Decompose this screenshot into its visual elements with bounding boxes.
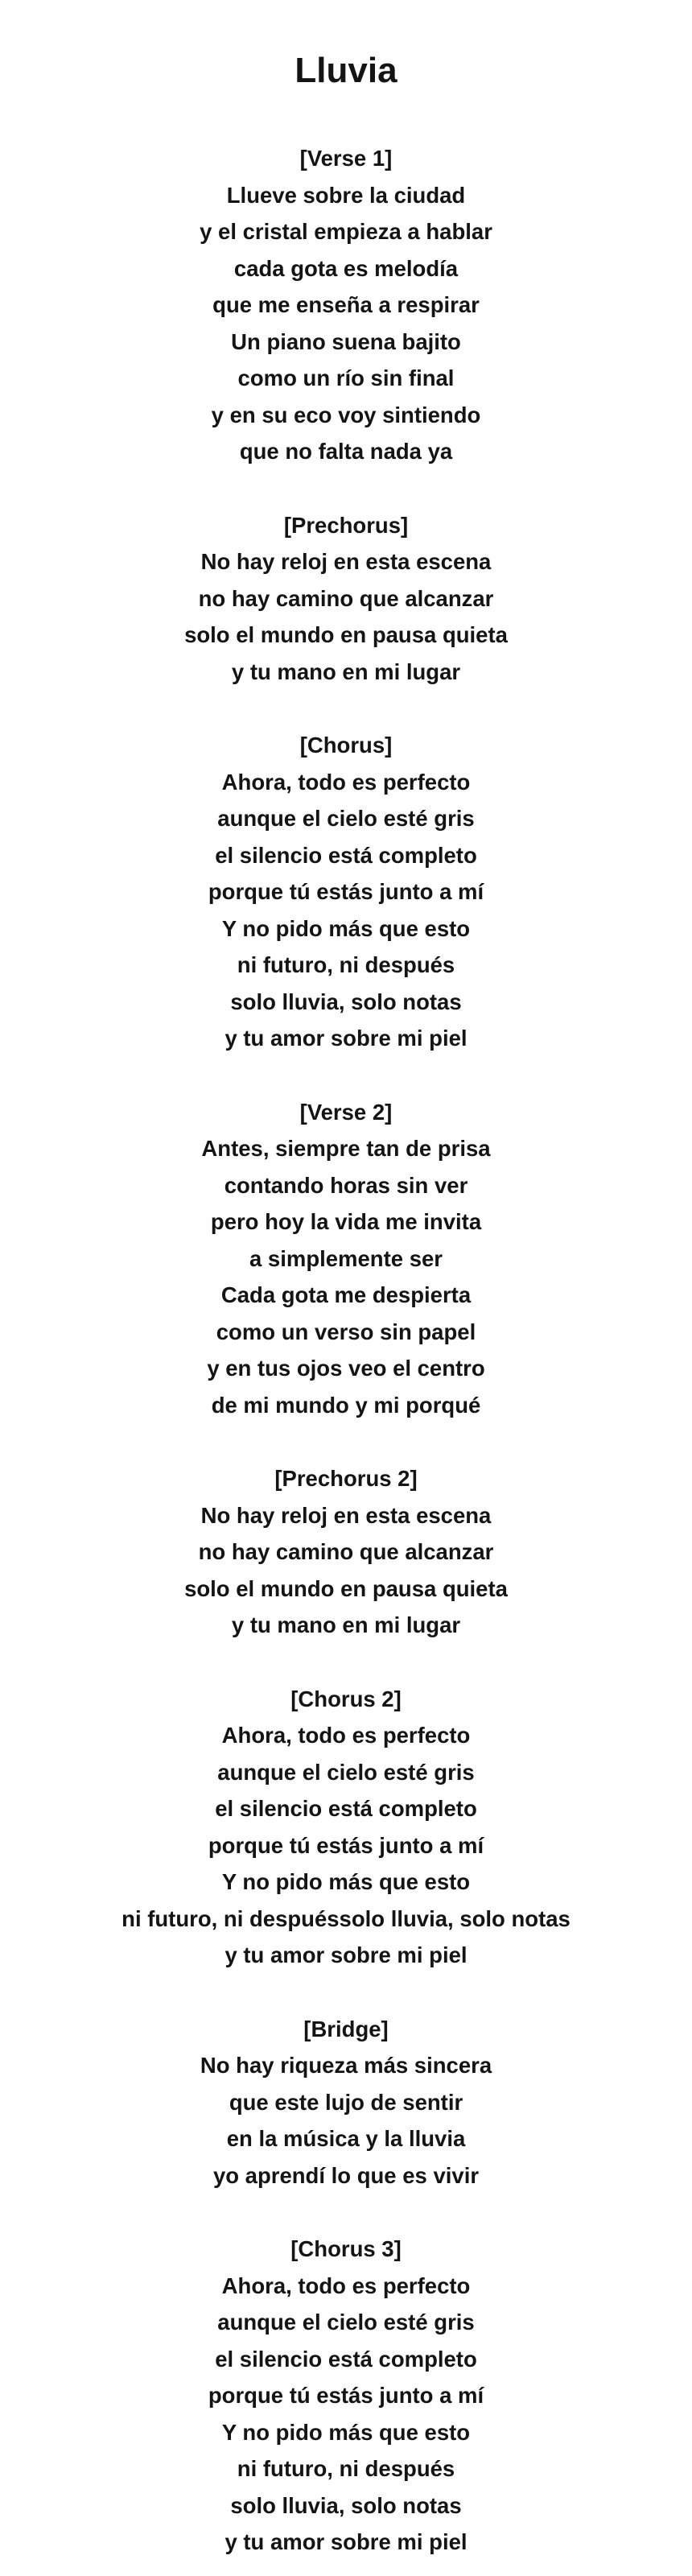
section-label: [Chorus 3] [290,2236,402,2261]
lyric-line: aunque el cielo esté gris [217,1759,475,1785]
lyric-line: el silencio está completo [215,2346,477,2372]
lyric-line: solo lluvia, solo notas [230,2492,462,2518]
lyric-line: contando horas sin ver [224,1172,468,1198]
lyric-line: Y no pido más que esto [221,1869,471,1894]
lyric-line: ni futuro, ni después [237,952,455,977]
lyric-line: y tu amor sobre mi piel [224,1942,468,1967]
lyric-line: de mi mundo y mi porqué [211,1392,481,1418]
lyric-line: que este lujo de sentir [229,2089,463,2115]
lyric-section [0,1460,692,1644]
lyric-line: y el cristal empieza a hablar [200,219,492,244]
lyric-line: porque tú estás junto a mí [208,879,484,904]
lyric-line: Y no pido más que esto [221,915,471,941]
lyric-line: y tu mano en mi lugar [231,658,461,684]
lyric-line: aunque el cielo esté gris [217,2310,475,2334]
lyric-section [0,140,692,470]
lyric-line: Cada gota me despierta [220,1282,472,1307]
lyric-line: no hay camino que alcanzar [198,1539,494,1564]
lyric-line: como un río sin final [237,365,455,390]
song-title: Lluvia [295,51,397,90]
section-label: [Verse 1] [299,146,393,171]
lyric-line: Y no pido más que esto [221,2419,471,2445]
lyric-line: y tu amor sobre mi piel [224,1026,468,1051]
lyric-line: Un piano suena bajito [231,328,461,354]
lyric-line: pero hoy la vida me invita [210,1209,482,1234]
lyric-section [0,1681,692,1974]
lyric-line: y en su eco voy sintiendo [211,402,481,427]
lyric-line: porque tú estás junto a mí [208,2383,484,2408]
lyric-line: Ahora, todo es perfecto [221,769,471,795]
lyric-line: y tu mano en mi lugar [231,1612,461,1637]
lyric-line: a simplemente ser [249,1245,443,1271]
lyric-line: No hay riqueza más sincera [200,2053,492,2078]
lyric-line: solo el mundo en pausa quieta [184,1575,508,1601]
lyric-line: Llueve sobre la ciudad [226,182,466,208]
lyric-line: Ahora, todo es perfecto [221,2273,471,2298]
lyric-line: No hay reloj en esta escena [200,549,492,574]
lyric-line: aunque el cielo esté gris [217,806,475,831]
lyric-section [0,2011,692,2194]
lyric-line: el silencio está completo [215,842,477,868]
lyric-line: cada gota es melodía [233,255,459,281]
lyric-line: yo aprendí lo que es vivir [212,2162,480,2188]
lyric-line: porque tú estás junto a mí [208,1832,484,1858]
lyric-section [0,727,692,1057]
lyric-section [0,2231,692,2561]
lyric-line: el silencio está completo [215,1796,477,1821]
lyric-line: que no falta nada ya [239,439,453,464]
lyrics-body [0,140,692,2561]
section-label: [Chorus 2] [290,1686,402,1711]
lyric-line: Ahora, todo es perfecto [221,1723,471,1748]
lyric-line: y en tus ojos veo el centro [207,1356,485,1381]
section-label: [Prechorus] [283,512,409,538]
lyric-line: que me enseña a respirar [212,292,480,317]
lyric-line: en la música y la lluvia [226,2126,466,2151]
lyric-section [0,1094,692,1424]
lyric-line: ni futuro, ni después [237,2456,455,2481]
section-label: [Verse 2] [299,1099,393,1125]
lyric-line: Antes, siempre tan de prisa [201,1136,491,1161]
lyric-line: como un verso sin papel [216,1319,476,1344]
section-label: [Bridge] [303,2016,389,2041]
section-label: [Prechorus 2] [274,1466,418,1491]
lyric-line: solo el mundo en pausa quieta [184,622,508,647]
lyric-line: no hay camino que alcanzar [198,585,494,611]
lyric-line: y tu amor sobre mi piel [224,2529,468,2554]
lyric-section [0,507,692,691]
lyric-line: solo lluvia, solo notas [230,989,462,1014]
lyric-line: ni futuro, ni despuéssolo lluvia, solo notas [122,1905,570,1931]
section-label: [Chorus] [299,733,393,758]
lyric-line: No hay reloj en esta escena [200,1502,492,1528]
